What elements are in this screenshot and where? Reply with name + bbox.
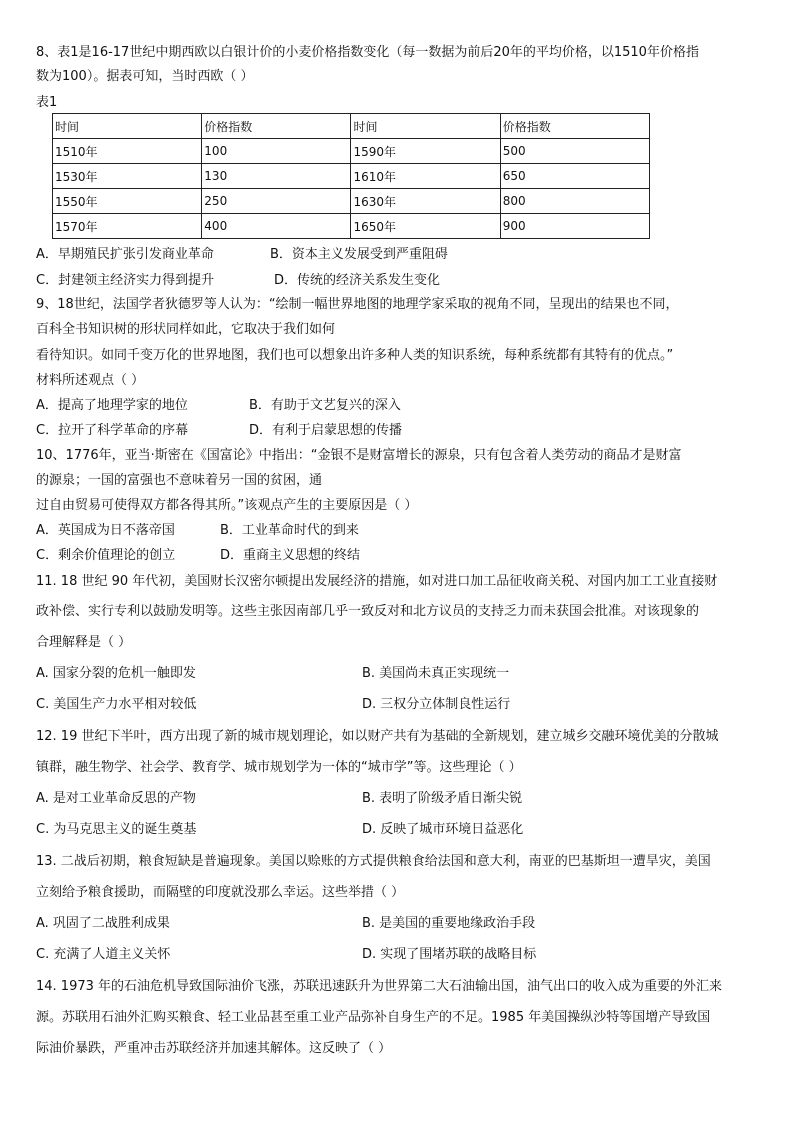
q11-option-b[interactable]: B. 美国尚未真正实现统一 xyxy=(362,666,510,681)
q10-stem-line3: 过自由贸易可使得双方都各得其所。”该观点产生的主要原因是（ ） xyxy=(36,498,418,513)
q9-stem-line3: 看待知识。如同千变万化的世界地图，我们也可以想象出许多种人类的知识系统，每种系统都有其特有的优点。” xyxy=(36,348,674,363)
q8-stem-line2: 数为100）。据表可知，当时西欧（ ） xyxy=(36,69,254,84)
q9-stem-line2: 百科全书知识树的形状同样如此，它取决于我们如何 xyxy=(36,322,336,337)
q11-option-c[interactable]: C. 美国生产力水平相对较低 xyxy=(36,697,197,712)
q11-option-a[interactable]: A. 国家分裂的危机一触即发 xyxy=(36,666,196,681)
q14-stem-line2: 源。苏联用石油外汇购买粮食、轻工业品甚至重工业产品弥补自身生产的不足。1985 年美国操纵沙特等国增产导致国 xyxy=(36,1010,711,1025)
q11-option-d[interactable]: D. 三权分立体制良性运行 xyxy=(362,697,511,712)
q10-stem-line1: 10、1776年，亚当·斯密在《国富论》中指出：“金银不是财富增长的源泉，只有包含着人类劳动的商品才是财富 xyxy=(36,448,682,463)
table-cell: 500 xyxy=(500,139,649,164)
q8-option-b[interactable]: B．资本主义发展受到严重阻碍 xyxy=(270,247,448,262)
q9-option-d[interactable]: D．有利于启蒙思想的传播 xyxy=(249,423,403,438)
table-cell: 1530年 xyxy=(53,164,202,189)
q10-option-c[interactable]: C．剩余价值理论的创立 xyxy=(36,548,176,563)
q14-stem-line3: 际油价暴跌，严重冲击苏联经济并加速其解体。这反映了（ ） xyxy=(36,1041,392,1056)
q8-stem-line1: 8、表1是16-17世纪中期西欧以白银计价的小麦价格指数变化（每一数据为前后20年的平均价格，以1510年价格指 xyxy=(36,45,699,60)
table-cell: 1570年 xyxy=(53,214,202,239)
q8-option-d[interactable]: D．传统的经济关系发生变化 xyxy=(274,273,441,288)
q12-stem-line2: 镇群，融生物学、社会学、教育学、城市规划学为一体的“城市学”等。这些理论（ ） xyxy=(36,760,522,775)
table-row xyxy=(53,164,650,189)
q13-stem-line2: 立刻给予粮食援助，而隔壁的印度就没那么幸运。这些举措（ ） xyxy=(36,885,405,900)
q11-stem-line1: 11. 18 世纪 90 年代初，美国财长汉密尔顿提出发展经济的措施，如对进口加工品征收商关税、对国内加工工业直接财 xyxy=(36,574,718,589)
q10-option-d[interactable]: D．重商主义思想的终结 xyxy=(220,548,361,563)
q13-option-d[interactable]: D. 实现了围堵苏联的战略目标 xyxy=(362,947,537,962)
table-cell: 1590年 xyxy=(351,139,500,164)
table-cell: 250 xyxy=(202,189,351,214)
q11-stem-line2: 政补偿、实行专利以鼓励发明等。这些主张因南部几乎一致反对和北方议员的支持乏力而未获国会批准。对该现象的 xyxy=(36,604,700,619)
table-cell: 1610年 xyxy=(351,164,500,189)
table-cell: 1630年 xyxy=(351,189,500,214)
table-cell: 100 xyxy=(202,139,351,164)
q8-option-a[interactable]: A．早期殖民扩张引发商业革命 xyxy=(36,247,214,262)
q12-option-c[interactable]: C. 为马克思主义的诞生奠基 xyxy=(36,822,197,837)
table-cell: 650 xyxy=(500,164,649,189)
q9-stem-line4: 材料所述观点（ ） xyxy=(36,373,145,388)
table-cell: 800 xyxy=(500,189,649,214)
q9-stem-line1: 9、18世纪，法国学者狄德罗等人认为：“绘制一幅世界地图的地理学家采取的视角不同，呈现出的结果也不同， xyxy=(36,297,679,312)
table-row xyxy=(53,189,650,214)
q9-option-b[interactable]: B．有助于文艺复兴的深入 xyxy=(249,398,401,413)
q12-option-a[interactable]: A. 是对工业革命反思的产物 xyxy=(36,791,196,806)
q13-option-b[interactable]: B. 是美国的重要地缘政治手段 xyxy=(362,916,536,931)
q8-table-caption: 表1 xyxy=(36,95,58,110)
table-header-row xyxy=(53,114,650,139)
table-header-cell: 价格指数 xyxy=(500,114,649,139)
q12-option-d[interactable]: D. 反映了城市环境日益恶化 xyxy=(362,822,524,837)
q8-option-c[interactable]: C．封建领主经济实力得到提升 xyxy=(36,273,215,288)
table-cell: 130 xyxy=(202,164,351,189)
q8-price-table xyxy=(52,113,650,239)
table-header-cell: 价格指数 xyxy=(202,114,351,139)
q13-option-c[interactable]: C. 充满了人道主义关怀 xyxy=(36,947,171,962)
table-header-cell: 时间 xyxy=(351,114,500,139)
q12-option-b[interactable]: B. 表明了阶级矛盾日渐尖锐 xyxy=(362,791,523,806)
table-header-cell: 时间 xyxy=(53,114,202,139)
q10-option-a[interactable]: A．英国成为日不落帝国 xyxy=(36,523,175,538)
table-cell: 900 xyxy=(500,214,649,239)
q10-option-b[interactable]: B．工业革命时代的到来 xyxy=(220,523,359,538)
q14-stem-line1: 14. 1973 年的石油危机导致国际油价飞涨，苏联迅速跃升为世界第二大石油输出国，油气出口的收入成为重要的外汇来 xyxy=(36,979,723,994)
q9-option-c[interactable]: C．拉开了科学革命的序幕 xyxy=(36,423,189,438)
table-cell: 1650年 xyxy=(351,214,500,239)
table-cell: 400 xyxy=(202,214,351,239)
table-cell: 1550年 xyxy=(53,189,202,214)
table-cell: 1510年 xyxy=(53,139,202,164)
table-row xyxy=(53,139,650,164)
table-row xyxy=(53,214,650,239)
q10-stem-line2: 的源泉；一国的富强也不意味着另一国的贫困，通 xyxy=(36,473,323,488)
q9-option-a[interactable]: A．提高了地理学家的地位 xyxy=(36,398,188,413)
q11-stem-line3: 合理解释是（ ） xyxy=(36,635,132,650)
q13-stem-line1: 13. 二战后初期，粮食短缺是普遍现象。美国以赊账的方式提供粮食给法国和意大利，南亚的巴基斯坦一遭旱灾，美国 xyxy=(36,854,711,869)
q13-option-a[interactable]: A. 巩固了二战胜利成果 xyxy=(36,916,170,931)
q12-stem-line1: 12. 19 世纪下半叶，西方出现了新的城市规划理论，如以财产共有为基础的全新规划，建立城乡交融环境优美的分散城 xyxy=(36,729,719,744)
